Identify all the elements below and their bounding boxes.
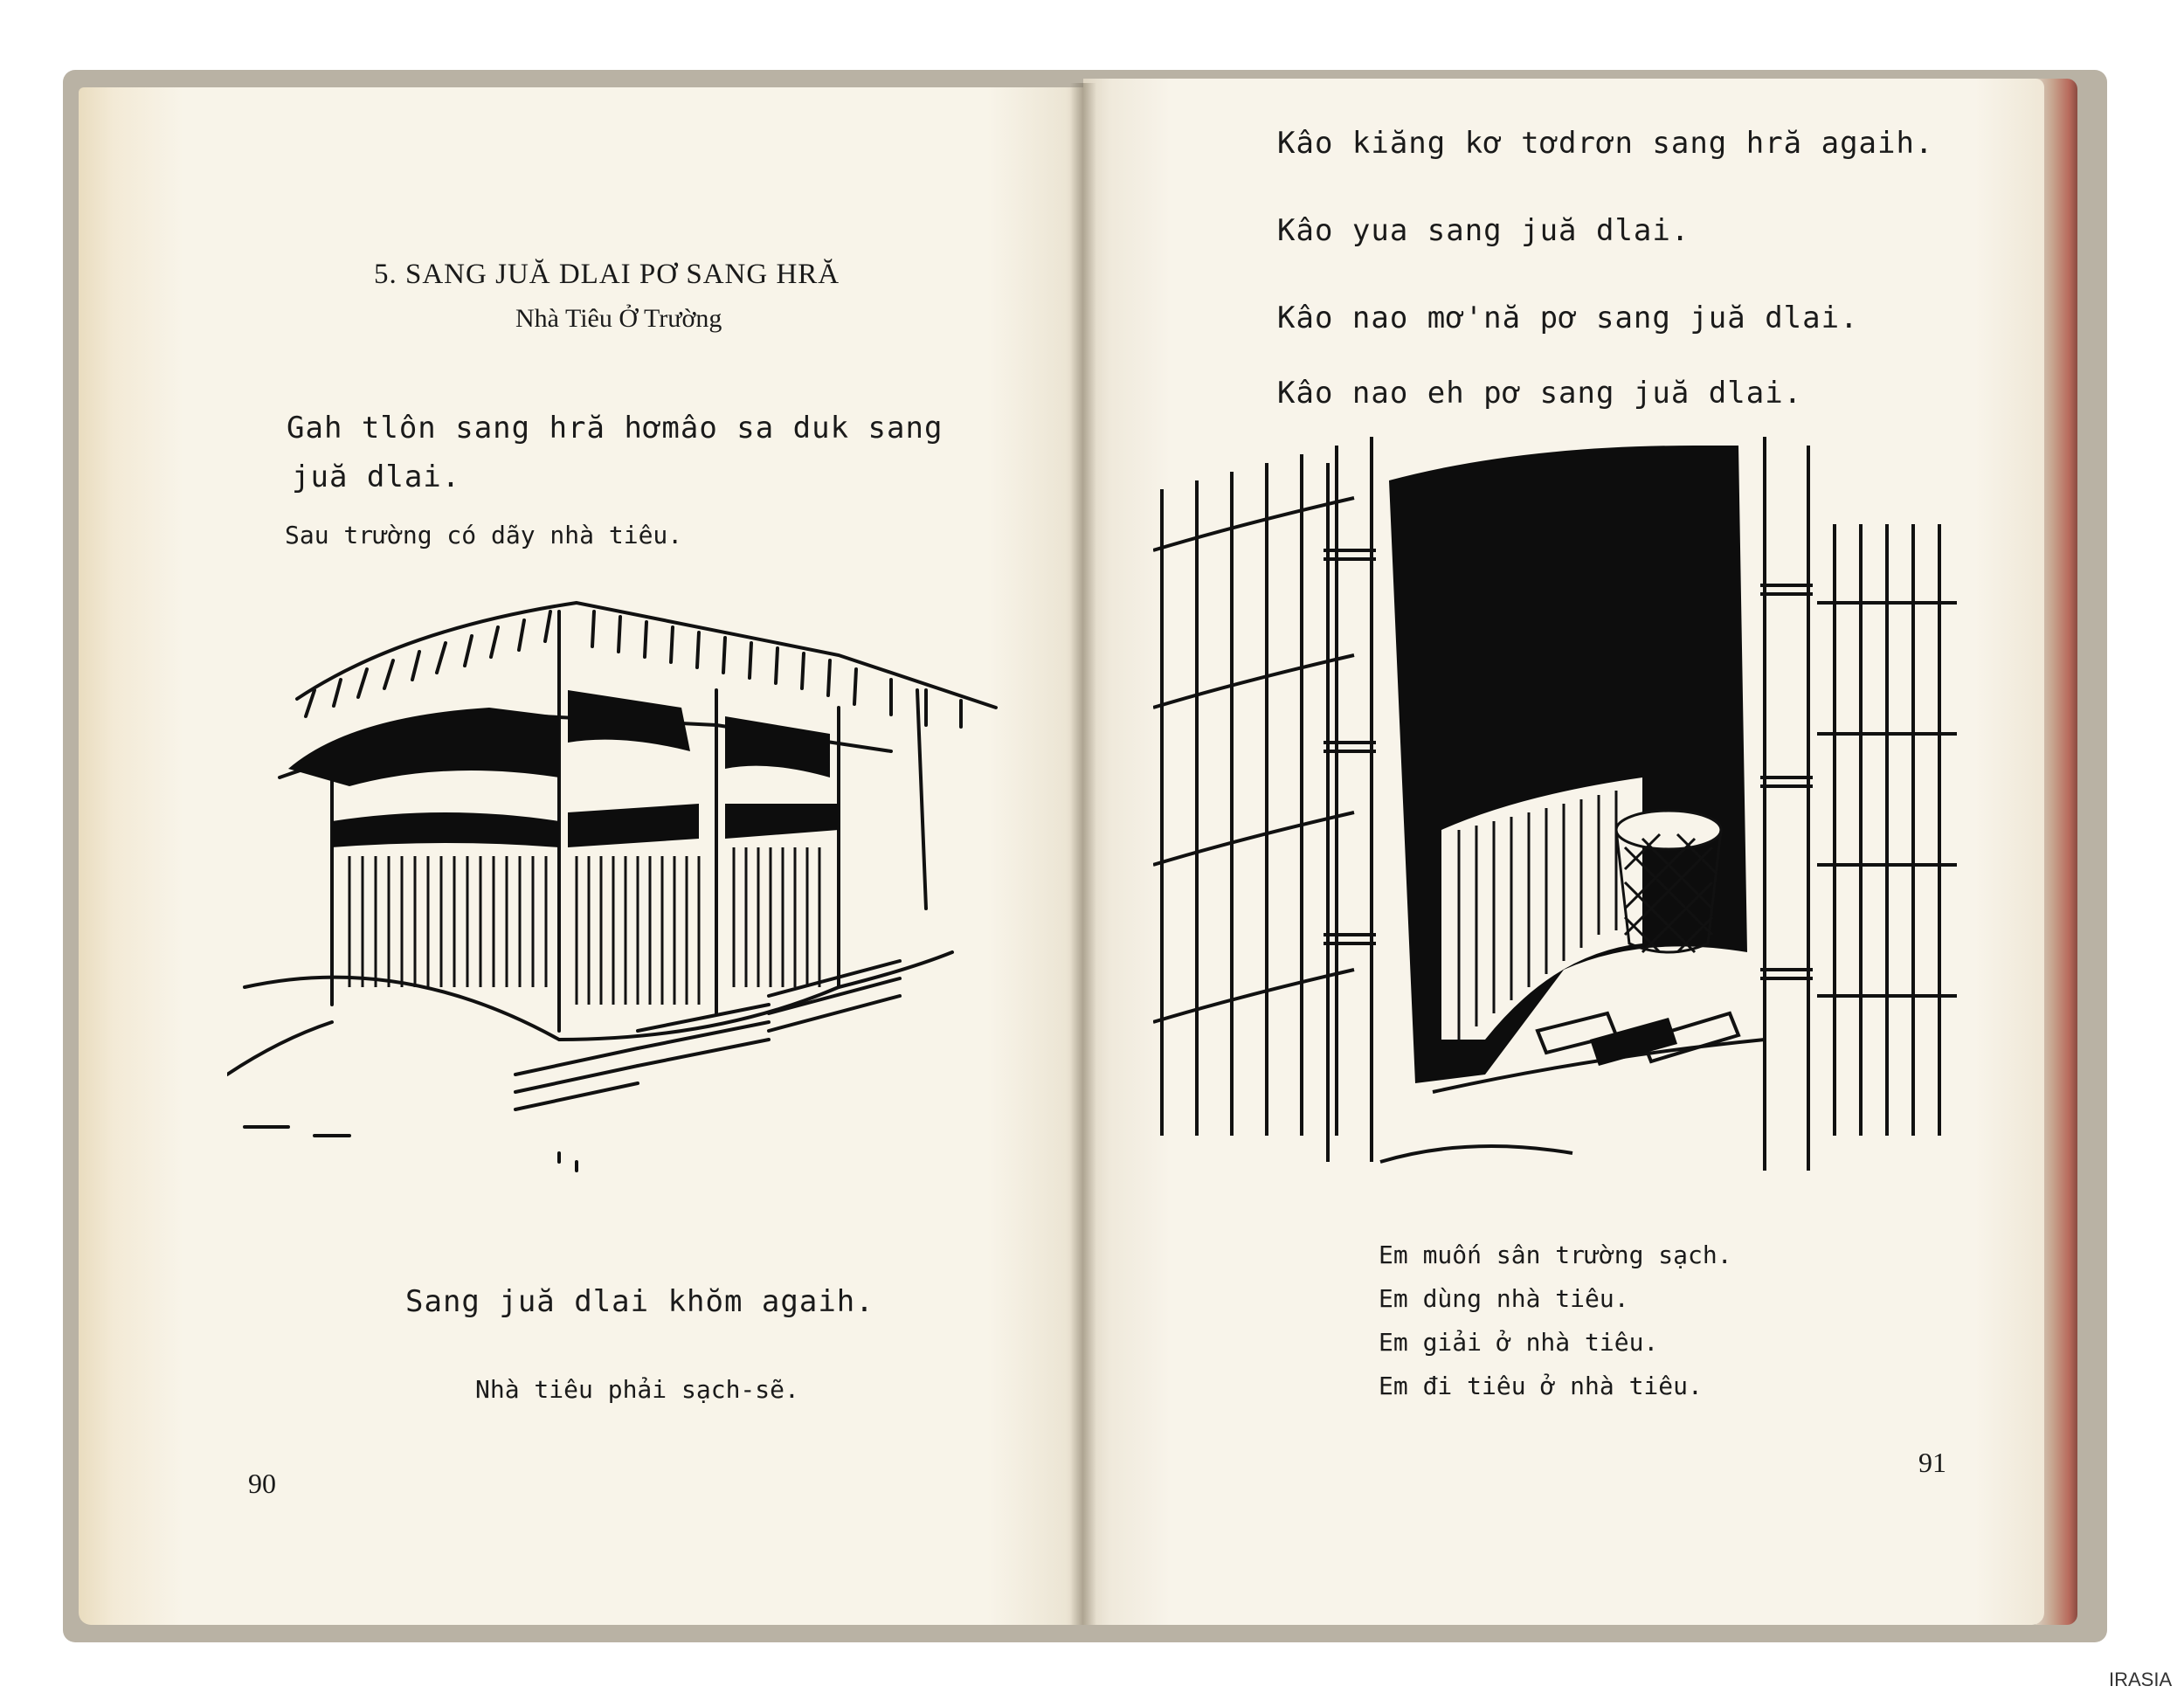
- right-line-3: Kâo nao mơ'nă pơ sang juă dlai.: [1277, 301, 1859, 335]
- caption-vi-2: Em dùng nhà tiêu.: [1379, 1284, 1629, 1313]
- latrine-interior-illustration: [1153, 428, 1957, 1197]
- lesson-title: 5. SANG JUĂ DLAI PƠ SANG HRĂ: [374, 259, 840, 290]
- paragraph-line-2: juă dlai.: [292, 460, 461, 494]
- paragraph-line-1: Gah tlôn sang hră hơmâo sa duk sang: [287, 411, 943, 446]
- paragraph-translation: Sau trường có dãy nhà tiêu.: [285, 521, 683, 549]
- page-number-left: 90: [248, 1468, 276, 1499]
- caption-vietnamese: Nhà tiêu phải sạch-sẽ.: [475, 1375, 799, 1404]
- right-line-2: Kâo yua sang juă dlai.: [1277, 213, 1690, 248]
- caption-vi-4: Em đi tiêu ở nhà tiêu.: [1379, 1372, 1703, 1400]
- latrine-shed-illustration: [227, 585, 1031, 1179]
- right-line-1: Kâo kiăng kơ tơdrơn sang hră agaih.: [1277, 126, 1934, 161]
- lesson-subtitle: Nhà Tiêu Ở Trường: [515, 304, 722, 333]
- watermark: IRASIA: [2109, 1669, 2173, 1690]
- book-gutter: [1070, 83, 1096, 1625]
- caption-vi-1: Em muốn sân trường sạch.: [1379, 1240, 1732, 1269]
- caption-rade: Sang juă dlai khŏm agaih.: [405, 1284, 874, 1319]
- right-line-4: Kâo nao eh pơ sang juă dlai.: [1277, 376, 1803, 411]
- page-number-right: 91: [1918, 1447, 1946, 1478]
- caption-vi-3: Em giải ở nhà tiêu.: [1379, 1328, 1659, 1357]
